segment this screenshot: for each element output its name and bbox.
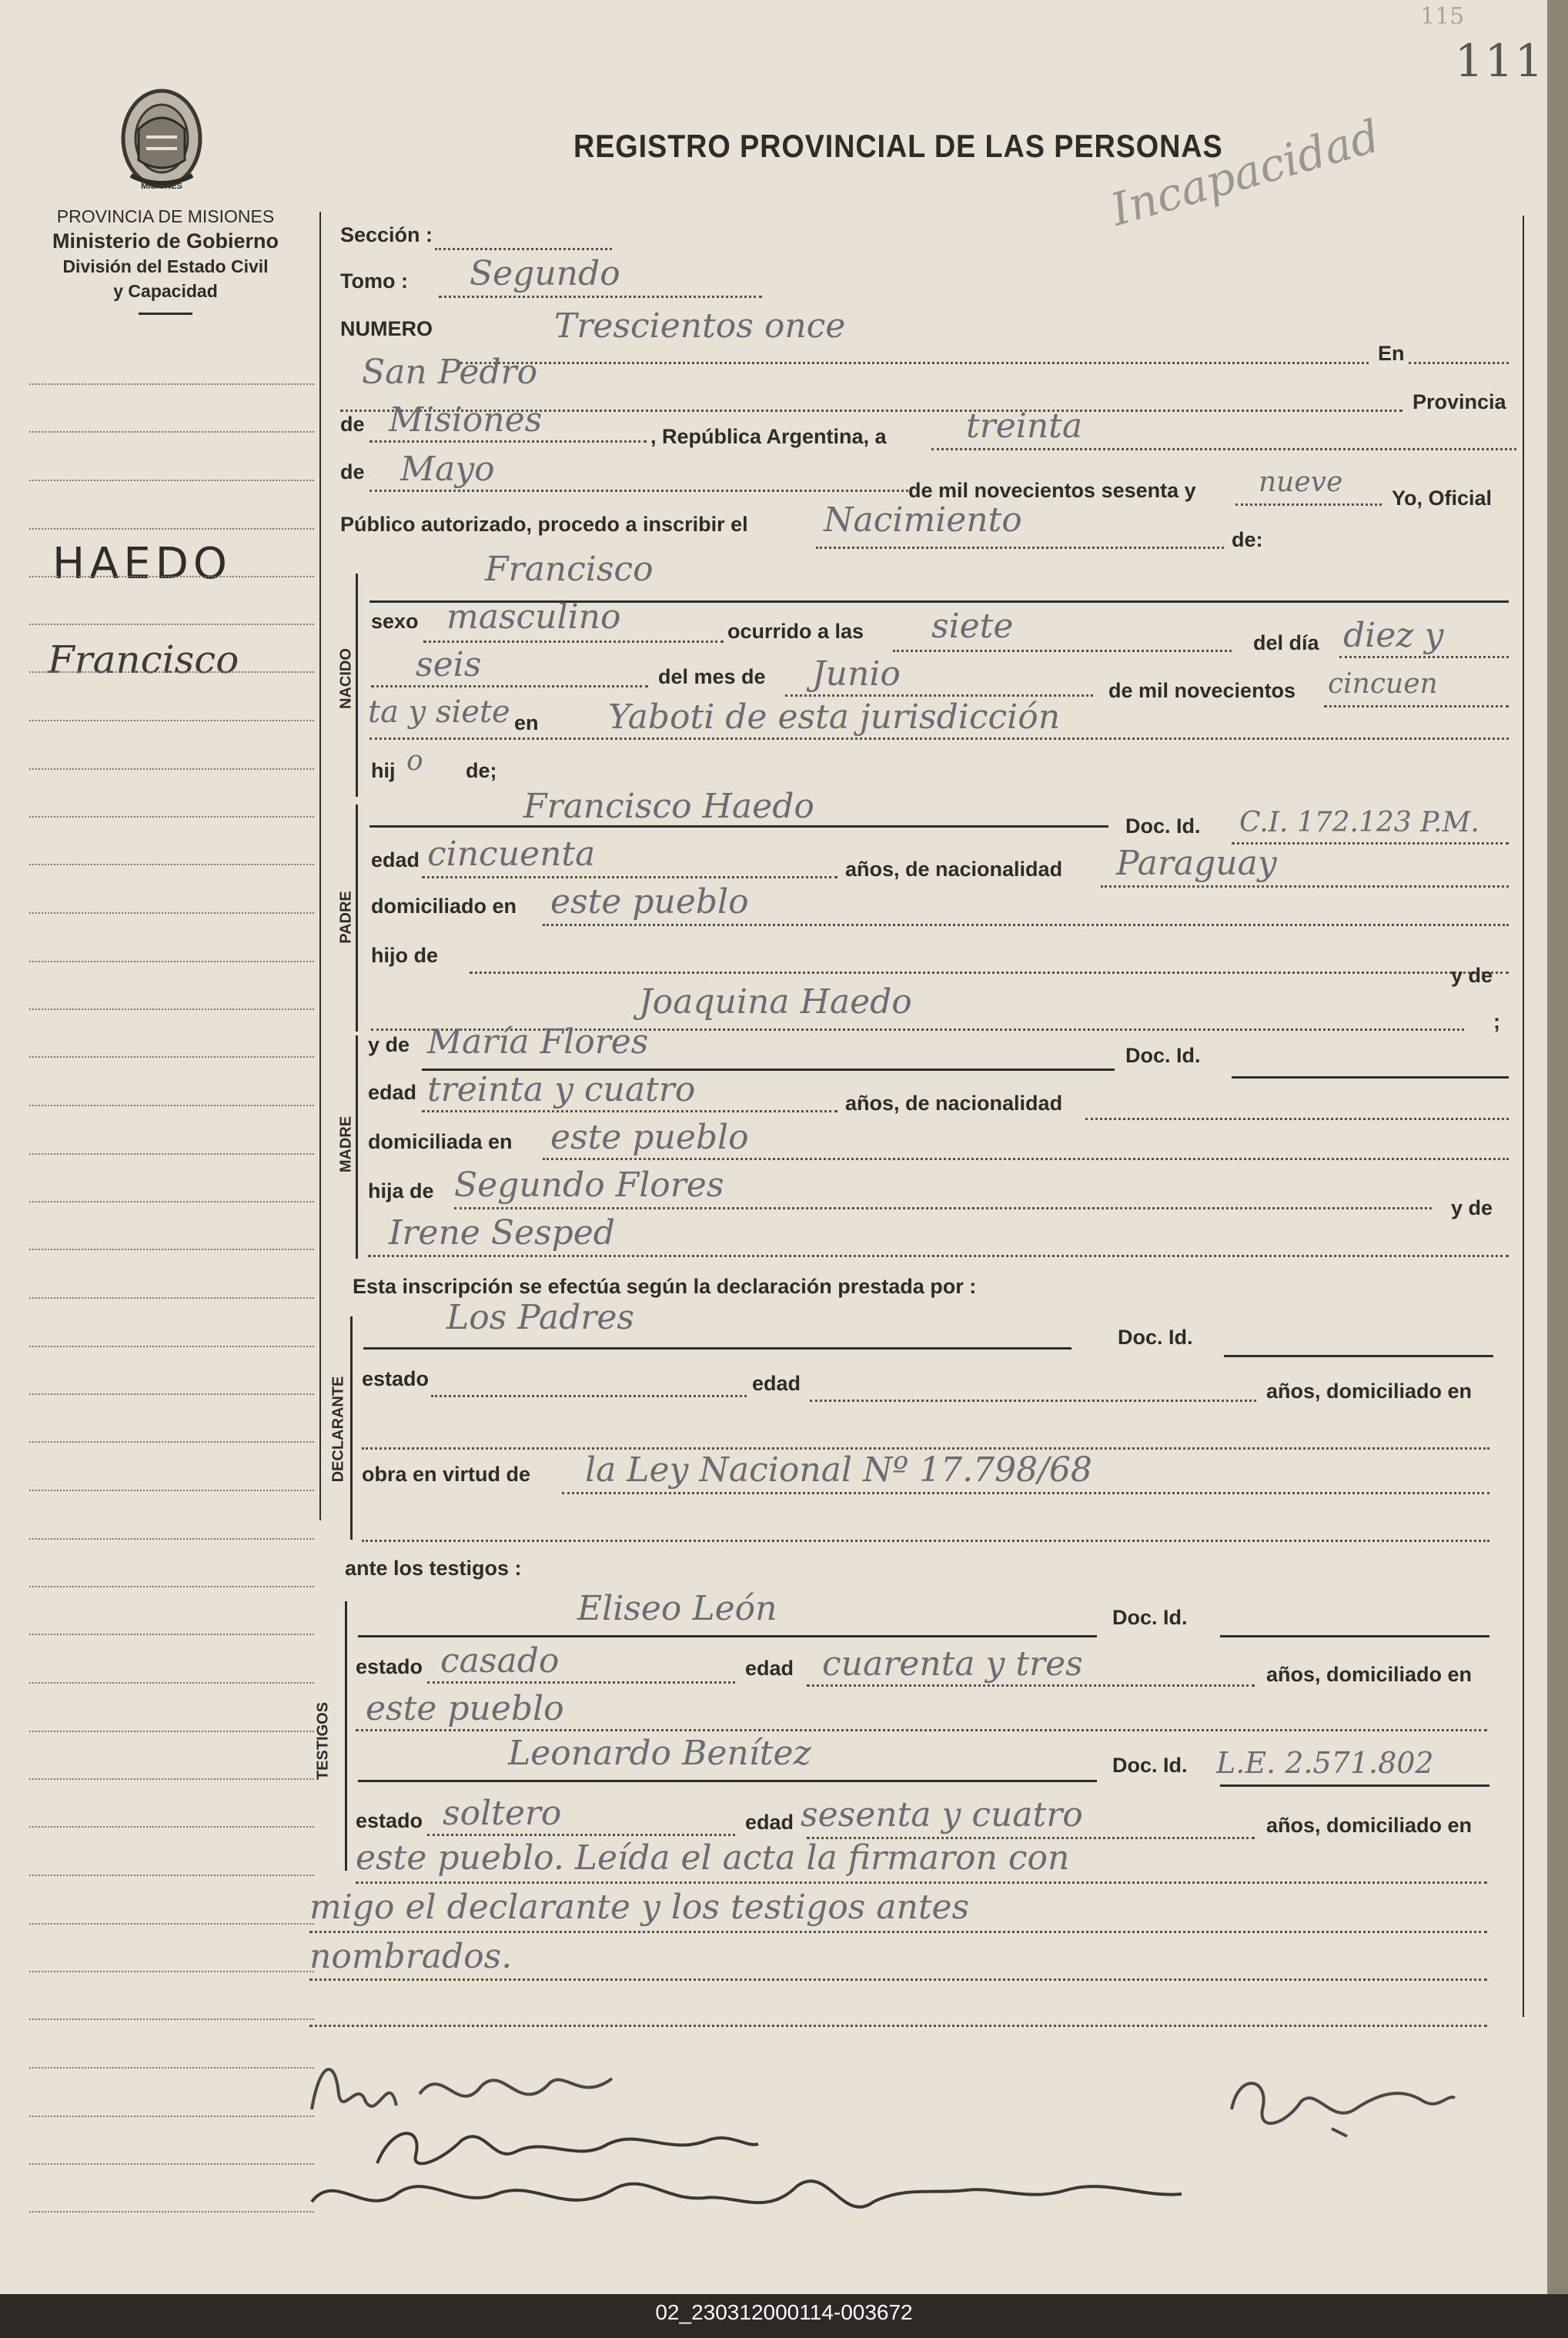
madre-doc-rule xyxy=(1232,1076,1509,1079)
label-testigo-1-edad: edad xyxy=(745,1657,794,1680)
testigo-2-rule xyxy=(358,1780,1097,1782)
value-testigo-1-estado: casado xyxy=(440,1641,560,1681)
closing-line-2: migo el declarante y los testigos antes xyxy=(309,1888,970,1927)
value-sexo: masculino xyxy=(446,597,621,637)
label-declarante-edad: edad xyxy=(752,1372,801,1395)
value-testigo-2-edad: sesenta y cuatro xyxy=(801,1795,1083,1835)
label-sexo: sexo xyxy=(371,610,419,633)
label-padre-nac: años, de nacionalidad xyxy=(845,858,1063,881)
label-de-colon: de: xyxy=(1232,528,1263,551)
label-declarante-doc: Doc. Id. xyxy=(1118,1326,1193,1349)
left-surname: HAEDO xyxy=(52,539,232,589)
old-page-number: 115 xyxy=(1420,3,1465,30)
label-madre-nac: años, de nacionalidad xyxy=(845,1092,1063,1115)
label-yo-oficial: Yo, Oficial xyxy=(1392,487,1493,510)
org-province: PROVINCIA DE MISIONES xyxy=(56,206,275,226)
value-testigo-1-edad: cuarenta y tres xyxy=(822,1644,1083,1684)
value-madre-dom: este pueblo xyxy=(550,1118,749,1157)
right-border xyxy=(1523,216,1524,2017)
org-division: División del Estado Civil xyxy=(62,256,269,276)
value-hora: siete xyxy=(931,607,1014,646)
org-rule xyxy=(139,313,192,315)
value-padre-nac: Paraguay xyxy=(1116,844,1277,883)
label-madre-dom: domiciliada en xyxy=(368,1130,513,1153)
label-del-mes: del mes de xyxy=(658,665,766,688)
label-republica: , República Argentina, a xyxy=(650,425,887,448)
label-padre-hijo-de: hijo de xyxy=(371,944,438,967)
value-testigo-1: Eliseo León xyxy=(577,1589,777,1628)
declarante-rule xyxy=(363,1347,1072,1350)
value-dia: treinta xyxy=(966,406,1083,446)
label-de-mil: de mil novecientos sesenta y xyxy=(908,479,1196,502)
label-declarante-dom: años, domiciliado en xyxy=(1266,1380,1473,1403)
label-del-dia: del día xyxy=(1253,631,1319,654)
value-mes-nac: Junio xyxy=(812,654,901,694)
value-anio-nac-2: ta y siete xyxy=(368,694,510,730)
closing-line-3: nombrados. xyxy=(309,1937,513,1976)
declarante-bar xyxy=(350,1316,353,1540)
value-padre-dom: este pueblo xyxy=(550,882,749,921)
label-madre-hija-de: hija de xyxy=(368,1179,434,1202)
testigo-1-rule xyxy=(358,1635,1097,1637)
value-padre-edad: cincuenta xyxy=(427,835,596,874)
label-publico: Público autorizado, procedo a inscribir el xyxy=(340,513,748,536)
label-madre-y-de-2: y de xyxy=(1451,1196,1493,1219)
label-declaracion: Esta inscripción se efectúa según la declaración prestada por : xyxy=(353,1275,977,1298)
label-de-semi: de; xyxy=(466,759,497,782)
value-provincia: Misiones xyxy=(389,400,543,440)
value-padre-hijo-de: Joaquina Haedo xyxy=(639,982,912,1022)
label-declarante-estado: estado xyxy=(362,1367,430,1390)
label-semicolon: ; xyxy=(1493,1010,1500,1033)
value-hij-suffix: o xyxy=(406,745,423,777)
left-given-name: Francisco xyxy=(48,637,239,682)
value-dia-nac-1: diez y xyxy=(1343,616,1444,655)
section-padre: PADRE xyxy=(337,891,355,944)
label-en-2: en xyxy=(514,711,539,734)
label-padre-y-de: y de xyxy=(1451,964,1493,987)
nacido-bar xyxy=(356,574,358,797)
label-testigo-2-edad: edad xyxy=(745,1811,794,1834)
section-madre: MADRE xyxy=(337,1115,355,1173)
section-testigos: TESTIGOS xyxy=(314,1701,332,1781)
madre-bar xyxy=(356,1035,358,1259)
value-padre-doc: C.I. 172.123 P.M. xyxy=(1239,807,1479,838)
scan-file-id: 02_230312000114-003672 xyxy=(655,2300,913,2324)
value-madre-nombre: María Flores xyxy=(427,1022,649,1062)
label-provincia: Provincia xyxy=(1413,390,1506,413)
label-padre-edad: edad xyxy=(371,848,420,871)
declarante-doc-rule xyxy=(1224,1355,1493,1357)
signature-flores xyxy=(1216,2063,1463,2140)
label-testigo-2-estado: estado xyxy=(356,1809,423,1832)
page-number: 111 xyxy=(1455,35,1545,87)
section-declarante: DECLARANTE xyxy=(329,1376,347,1483)
value-acto: Nacimiento xyxy=(824,500,1022,540)
label-en: En xyxy=(1378,342,1405,365)
value-lugar: San Pedro xyxy=(362,353,538,392)
value-testigo-2-doc: L.E. 2.571.802 xyxy=(1216,1746,1434,1780)
incapacidad-stamp: Incapacidad xyxy=(1105,109,1386,236)
label-testigo-2-doc: Doc. Id. xyxy=(1112,1754,1188,1777)
org-ministry: Ministerio de Gobierno xyxy=(52,229,279,253)
label-numero: NUMERO xyxy=(340,317,433,340)
padre-rule xyxy=(369,825,1108,828)
label-madre-edad: edad xyxy=(368,1081,417,1104)
value-testigo-1-dom: este pueblo xyxy=(366,1689,564,1728)
label-obra: obra en virtud de xyxy=(362,1463,531,1486)
value-testigo-2: Leonardo Benítez xyxy=(508,1734,811,1773)
value-declarante: Los Padres xyxy=(446,1298,634,1337)
value-mes: Mayo xyxy=(400,450,495,489)
label-hij: hij xyxy=(371,759,396,782)
label-seccion: Sección : xyxy=(340,223,433,246)
value-numero: Trescientos once xyxy=(554,306,846,346)
value-nombre: Francisco xyxy=(485,550,654,589)
org-capacity: y Capacidad xyxy=(113,281,218,301)
label-testigo-1-dom: años, domiciliado en xyxy=(1266,1663,1473,1686)
signature-benitez xyxy=(304,2156,1189,2240)
value-testigo-2-estado: soltero xyxy=(443,1794,562,1833)
label-testigo-1-doc: Doc. Id. xyxy=(1112,1606,1188,1629)
padre-bar xyxy=(356,804,358,1032)
label-testigos: ante los testigos : xyxy=(345,1557,522,1580)
label-ocurrido: ocurrido a las xyxy=(727,620,864,643)
label-de-1: de xyxy=(340,413,365,436)
value-lugar-nac: Yaboti de esta jurisdicción xyxy=(608,697,1061,737)
value-madre-edad: treinta y cuatro xyxy=(427,1070,696,1109)
value-obra: la Ley Nacional Nº 17.798/68 xyxy=(585,1450,1092,1490)
value-madre-madre: Irene Sesped xyxy=(389,1213,615,1253)
label-de-mil-2: de mil novecientos xyxy=(1108,679,1296,702)
testigos-bar xyxy=(345,1601,347,1871)
value-dia-nac-2: seis xyxy=(416,645,482,684)
column-divider xyxy=(319,212,321,1520)
testigo-2-doc-rule xyxy=(1220,1784,1489,1787)
seal-ribbon-text: MISIONES xyxy=(141,182,182,191)
section-nacido: NACIDO xyxy=(337,648,355,709)
label-madre-doc: Doc. Id. xyxy=(1125,1044,1201,1067)
value-anio-nac-1: cincuen xyxy=(1328,668,1438,700)
org-block xyxy=(15,205,316,315)
label-testigo-1-estado: estado xyxy=(356,1655,423,1678)
label-padre-doc: Doc. Id. xyxy=(1125,814,1201,838)
value-padre-nombre: Francisco Haedo xyxy=(523,787,814,826)
label-de-2: de xyxy=(340,460,365,483)
document-title: REGISTRO PROVINCIAL DE LAS PERSONAS xyxy=(573,128,1223,164)
label-testigo-2-dom: años, domiciliado en xyxy=(1266,1814,1473,1837)
value-anio: nueve xyxy=(1259,467,1343,498)
label-madre-y-de: y de xyxy=(368,1033,410,1056)
label-padre-dom: domiciliado en xyxy=(371,895,517,918)
value-tomo: Segundo xyxy=(470,254,620,293)
label-tomo: Tomo : xyxy=(340,269,408,293)
value-madre-hija-de: Segundo Flores xyxy=(454,1166,724,1205)
testigo-1-doc-rule xyxy=(1220,1635,1489,1637)
closing-line-1: este pueblo. Leída el acta la firmaron con xyxy=(356,1838,1070,1878)
